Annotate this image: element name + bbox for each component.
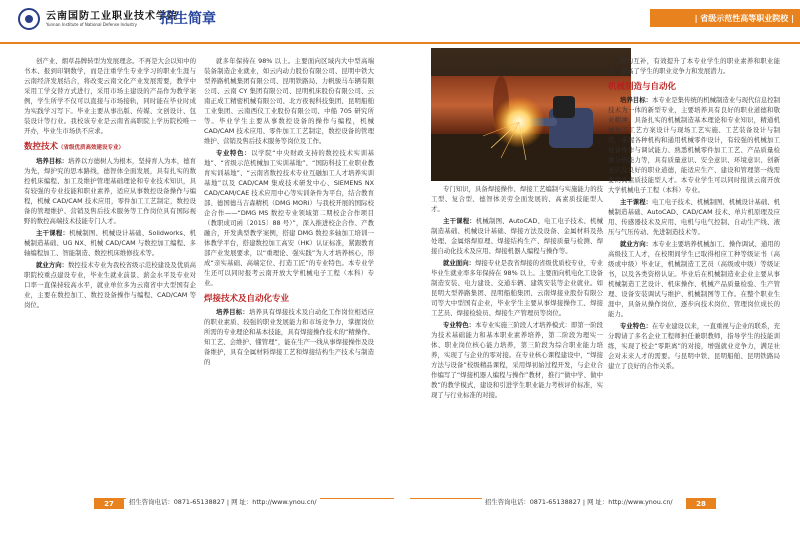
paragraph-key: 培养目标： <box>36 157 69 165</box>
paragraph-key: 专业特色： <box>216 149 252 157</box>
header-ribbon-text: | 省级示范性高等职业院校 | <box>694 13 794 23</box>
column-4 <box>608 56 780 486</box>
paragraph: 就业方向：本专业主要培养机械加工、操作调试、通用的高级技工人才，在校期间学生已取得相应工种等级证书（高级或中级）毕业证，机械制造工艺员（高级或中级）等级证书，以及各类资格认证。毕业后在机械制造业企业主要从事机械制造工艺设计、机床操作、机械产品质量检验、生产管理、设备安装调试与维护、机械制图等工作。在整个职业生涯中，具备从操作岗位、逐步向技术岗位、管理岗位成长的能力。 <box>608 240 780 318</box>
column-1 <box>24 56 196 486</box>
page-number-right: 28 <box>686 498 716 509</box>
paragraph: 培养目标：培养以方德树人为根本，坚持育人为本，德育为先，焊护究的思本路线，德智体全面发展，具有扎实的数控机床编程、加工及维护管理基础理论和专业技术知识，具有较强的专业技能和职业素养，适应从事数控设备操作与编程，机械 CAD/CAM 技术应用，零件加工工艺制定，数控设备的管理维护、营销及售后技术服务等工作岗位具有国际视野的数控高端技术技能专门人才。 <box>24 157 196 225</box>
footer-contact-right: 招生咨询电话：0871-65138827 | 网 址：http://www.ynou.cn/ <box>482 497 676 506</box>
website-link[interactable]: http://www.ynou.cn/ <box>608 498 673 506</box>
logo-chinese-name: 云南国防工业职业技术学院 <box>46 10 178 22</box>
welding-photo <box>431 48 631 181</box>
page-number-left: 27 <box>94 498 124 509</box>
paragraph-key: 就业方向： <box>620 240 653 248</box>
page-header <box>0 0 800 50</box>
paragraph: 专业特色：本专业实施三阶段人才培养模式：即第一阶段为技术基础能力和基本职业素养培养，第二阶段为理实一体、职业岗位核心能力培养，第三阶段为综合职业能力培养，实现了与企业的零对接。在专业核心课程建设中，“焊接方法与设备”校级精品课程，采用焊初始过程开发，与企业合作编写了“焊接机器人编程与操作”教材，推行“做中学、做中教”的教学模式，建设和引进学生职业能力考核评价标准，实现了与行业标准的对接。 <box>431 321 603 399</box>
paragraph-key: 就业方向： <box>36 261 69 269</box>
heading-mechanical: 机械制造与自动化 <box>608 82 677 92</box>
paragraph: 专业特色：在专业建设以来，一直重视与企业的联系，充分聘请了多名企业工程师担任兼职教师，指导学生的技能训练，实现了校企“零距离”的对接，增强就业竞争力，满足社会对未来人才的需要。与昆明中铁、昆明船舶、昆明铁路局建立了良好的合作关系。 <box>608 322 780 370</box>
paragraph-key: 主干课程： <box>443 217 476 225</box>
paragraph: 主干课程：机械制图、机械设计基础、Solidworks、机械制造基础、UG NX、机械 CAD/CAM 与数控加工编程、多轴编程加工、智能制造、数控机床维修技术等。 <box>24 229 196 257</box>
header-divider <box>0 42 800 44</box>
paragraph: 主干课程：机械制图、AutoCAD、电工电子技术、机械制造基础、机械设计基础、焊接方法及设备、金属材料及热处理、金属熔焊原理、焊接结构生产、焊接质量与检测、焊接自动化技术及应用、焊接机器人编程与操作等。 <box>431 217 603 255</box>
logo-english-name: Yunnan Institute of National Defense Industry <box>46 21 138 27</box>
heading-cnc-note: （省级优质高效建设专业） <box>58 145 125 151</box>
paragraph-key: 培养目标： <box>216 308 249 316</box>
school-logo <box>18 8 178 30</box>
footer-contact-left: 招生咨询电话：0871-65138827 | 网 址：http://www.ynou.cn/ <box>126 497 320 506</box>
paragraph: 专门知识，具备焊接操作、焊接工艺编制与实施能力的技工型、复合型、德智体美劳全面发展的、高素质技能型人才。 <box>431 185 603 213</box>
paragraph-key: 主干课程： <box>620 198 653 206</box>
website-link[interactable]: http://www.ynou.cn/ <box>252 498 317 506</box>
paragraph-key: 就业面向： <box>443 259 476 267</box>
paragraph-key: 主干课程： <box>36 229 70 237</box>
phone-number: 0871-65138827 <box>529 498 581 506</box>
paragraph: 就业面向：焊接专业是我省焊接的省级优质校专业，专业毕业生就业率多年保持在 98% 以上。主要面向机电化工设备制造安装、电力建设、交通车辆、建筑安装等企业就业。如昆明大型养路集团、昆明船舶集团、云南焊接业股份有限公司等大中型国有企业，毕业学生主要从事焊接操作工、焊接工艺员、焊接检验员、焊接生产管理员等岗位。 <box>431 259 603 317</box>
paragraph: 就多年保持在 98% 以上。主要面向区域内大中型高端装备制造企业就业，如云内动力股份有限公司、昆明中铁大型养路机械集团有限公司、昆明铁路局、力帆骏马车辆有限公司、云南 CY 集团有限公司、昆明机床股份有限公司、云南正成工精密机械有限公司、北方夜视科技集团、昆明船舶工业集团、云南西仪工业股份有限公司、中船 705 研究所等。毕业学生主要从事数控设备的操作与编程，机械 CAD/CAM 技术应用、零件加工工艺制定，数控设备的管理维护、营销及售后技术服务等岗位及工作。 <box>204 57 374 145</box>
header-ribbon <box>650 9 800 27</box>
column-3 <box>431 184 603 486</box>
paragraph: 培养目标：培养具有焊接技术及自动化工作岗位相适应的职业素质、较强的职业发展能力和市场竞争力，掌握岗位所需的专业理论和基本技能，具有焊接操作技术的“精操作、知工艺、会维护、懂管理”，能在生产一线从事焊接操作及设备维护，具有全属材料焊接工艺和焊接结构生产技术与制造的 <box>204 308 374 366</box>
column-2 <box>204 56 374 486</box>
paragraph: 主干课程：电工电子技术、机械制图、机械设计基础、机械制造基础、AutoCAD、CAD/CAM 技术、单片机原理及应用、传感器技术及应用、电机与电气控制、自动生产线、液压与气压传动、先进制造技术等。 <box>608 198 780 236</box>
paragraph: 就业方向：数控技术专业为我校省级示范校建设及优质高职院校重点建设专业，毕业生就业前景、薪金水平及专业对口率一直保持较高水平，就业单位多为云南省中大型国有企业，主要在数控加工、数控设备操作与编程、CAD/CAM 等岗位。 <box>24 261 196 309</box>
paragraph-key: 培养目标： <box>620 96 653 104</box>
paragraph: 专业特色：以学院“中央财政支持的数控技术实训基地”、“省级示范机械加工实训基地”、“国防科技工业职业教育实训基地”、“云南省数控技术专业互融加工人才培养实训基地”以及 CAD/CAM 集成技术研发中心、SIEMENS NX CAD/CAM/CAE 技术应用中心等实训条件为平台，结合教育部、德国德马吉森精机（DMG MORI）与我校开展的国际校企合作——“DMG MS 数控专业领域第二期校企合作项目（教职成司函〔2015〕88 号）”，深入推进校企合作、产教融合，开发典型教学案例，搭建 DMG 数控多轴加工培训一体教学平台，搭建数控加工高安（HK）认证标准，紧跟教育部产业发展要求，以“重理论、强实践”为人才培养核心，形成“亲实基础、高端定位、打造工匠”的专业特色。本专业学生还可以同时报考云南开放大学机械电子工程（本科）专业。 <box>204 149 374 287</box>
paragraph-key: 专业特色： <box>620 322 653 330</box>
school-seal-icon <box>18 8 40 30</box>
intro-paragraph: 创产业、烟草品牌转型为发展理念。不再是大会以知中的书本、报到印钢数学，而是注重学生专业学习的职业生涯与云南经济发展结合，将改变云南文化产业发展需要，教学中采用工学交替方式进行，采用市场主建设的产品作为教学案例，学生所学不仅可以直接与市场接轨，同时能在毕业时成为实践学习写下。毕业主要从事出版、传媒、文创设计、包装设计等行业。我校该专业是云南省高职院上学历院校唯一开办，毕业生市场供不应求。 <box>24 57 196 135</box>
heading-welding: 焊接技术及自动化专业 <box>204 294 290 304</box>
section-title: 招生简章 <box>160 11 216 27</box>
heading-cnc: 数控技术（省级优质高效建设专业） <box>24 142 125 152</box>
phone-number: 0871-65138827 <box>173 498 225 506</box>
paragraph: 培养目标：本专业是集传统的机械制造业与现代信息控制技术为一体的新型专业，主要培养具有良好的职业道德和敬业精神，具备扎实的机械制造基本理论和专业知识，精通机械加工工艺方案设计与现场工艺实施、工艺装备设计与制造，掌握各种机构和通用机械零件设计，有较强的机械加工设备操作与调试能力、熟悉机械零件加工工艺、产品质量检测分析能力等，具有质量意识、安全意识、环境意识、创新意识及良好的职业道德，能适应生产、建设和管理第一线需要的高素质技能型人才。本专业学生可以同时报读云南开放大学机械电子工程（本科）专业。 <box>608 96 780 194</box>
paragraph: 源的互补，有效提升了本专业学生的职业素养和职业能力，提高了学生的职业竞争力和发展潜力。 <box>608 57 780 75</box>
paragraph-key: 专业特色： <box>443 321 476 329</box>
